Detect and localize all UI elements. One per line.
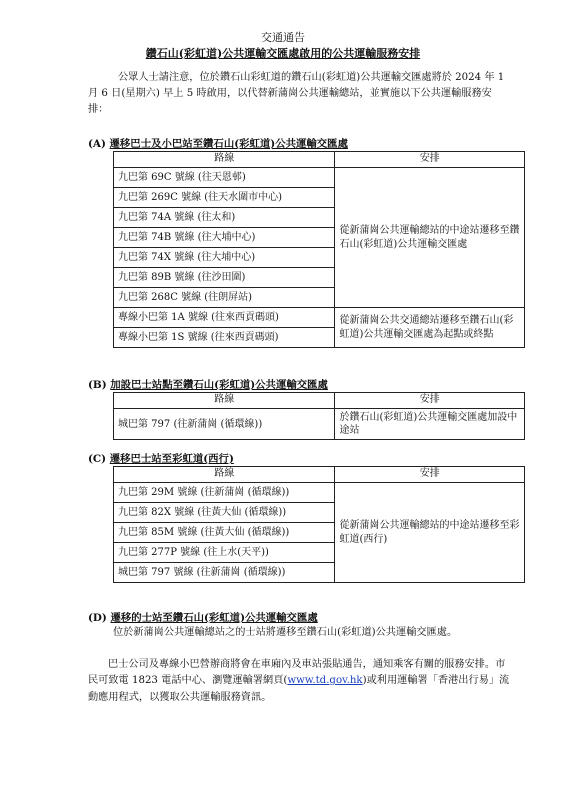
table-row bbox=[114, 409, 525, 440]
section-d-label: (D) bbox=[88, 612, 107, 624]
arrangement-cell: 從新蒲崗公共運輸總站的中途站遷移至鑽石山(彩虹道)公共運輸交匯處 bbox=[335, 168, 525, 308]
route-header: 路線 bbox=[114, 393, 335, 409]
route-cell: 九巴第 85M 號線 (往黃大仙 (循環線)) bbox=[114, 523, 335, 543]
table-header-row bbox=[114, 467, 525, 483]
closing-text-part1: 巴士公司及專線小巴營辦商將會在車廂內及車站張貼通告，通知乘客有關的服務安排。市民可致電 1823 電話中心、瀏覽運輸署網頁( bbox=[88, 659, 506, 687]
closing-text-part2: )或利用運輸署「香港出行易」流動應用程式，以獲取公共運輸服務資訊。 bbox=[88, 675, 510, 703]
route-cell: 九巴第 74A 號線 (往太和) bbox=[114, 208, 335, 228]
intro-paragraph: 公眾人士請注意，位於鑽石山彩虹道的鑽石山(彩虹道)公共運輸交匯處將於 2024 年 1 月 6 日(星期六) 早上 5 時啟用，以代替新蒲崗公共運輸總站，並實施以下公共運輸服務安排： bbox=[88, 72, 505, 115]
route-cell: 九巴第 268C 號線 (往朗屏站) bbox=[114, 288, 335, 308]
closing-paragraph bbox=[88, 657, 513, 706]
table-row bbox=[114, 168, 525, 188]
section-b-heading bbox=[88, 378, 328, 393]
arrangement-header: 安排 bbox=[335, 393, 525, 409]
arrangement-header: 安排 bbox=[335, 467, 525, 483]
table-header-row bbox=[114, 393, 525, 409]
arrangement-cell: 於鑽石山(彩虹道)公共運輸交匯處加設中途站 bbox=[335, 409, 525, 440]
td-website-link[interactable]: www.td.gov.hk bbox=[287, 675, 363, 687]
arrangement-cell: 從新蒲崗公共運輸總站的中途站遷移至彩虹道(西行) bbox=[335, 483, 525, 583]
route-cell: 九巴第 82X 號線 (往黃大仙 (循環線)) bbox=[114, 503, 335, 523]
section-a-title: 遷移巴士及小巴站至鑽石山(彩虹道)公共運輸交匯處 bbox=[109, 138, 348, 150]
section-b-label: (B) bbox=[88, 379, 107, 391]
route-cell: 九巴第 89B 號線 (往沙田圍) bbox=[114, 268, 335, 288]
route-cell: 九巴第 277P 號線 (往上水(天平)) bbox=[114, 543, 335, 563]
route-cell: 九巴第 69C 號線 (往天恩邨) bbox=[114, 168, 335, 188]
arrangement-header: 安排 bbox=[335, 152, 525, 168]
section-c-table bbox=[113, 466, 525, 583]
section-d-title: 遷移的士站至鑽石山(彩虹道)公共運輸交匯處 bbox=[110, 612, 318, 624]
route-header: 路線 bbox=[114, 467, 335, 483]
route-cell: 專線小巴第 1S 號線 (往來西貢碼頭) bbox=[114, 328, 335, 348]
section-c-heading bbox=[88, 452, 234, 467]
section-c-title: 遷移巴士站至彩虹道(西行) bbox=[109, 453, 234, 465]
route-cell: 九巴第 29M 號線 (往新蒲崗 (循環線)) bbox=[114, 483, 335, 503]
notice-subtitle: 鑽石山(彩虹道)公共運輸交匯處啟用的公共運輸服務安排 bbox=[145, 47, 421, 60]
section-b-title: 加設巴士站點至鑽石山(彩虹道)公共運輸交匯處 bbox=[110, 379, 328, 391]
table-header-row bbox=[114, 152, 525, 168]
route-cell: 城巴第 797 號線 (往新蒲崗 (循環線)) bbox=[114, 563, 335, 583]
route-header: 路線 bbox=[114, 152, 335, 168]
section-a-table bbox=[113, 151, 525, 348]
arrangement-cell: 從新蒲崗公共交通總站遷移至鑽石山(彩虹道)公共運輸交匯處為起點或終點 bbox=[335, 308, 525, 348]
route-cell: 專線小巴第 1A 號線 (往來西貢碼頭) bbox=[114, 308, 335, 328]
section-b-table bbox=[113, 392, 525, 440]
route-cell: 九巴第 74X 號線 (往大埔中心) bbox=[114, 248, 335, 268]
section-a-label: (A) bbox=[88, 138, 106, 150]
section-d-text: 位於新蒲崗公共運輸總站之的士站將遷移至鑽石山(彩虹道)公共運輸交匯處。 bbox=[113, 627, 458, 638]
section-d-heading bbox=[88, 611, 318, 626]
table-row bbox=[114, 308, 525, 328]
route-cell: 城巴第 797 (往新蒲崗 (循環線)) bbox=[114, 409, 335, 440]
section-c-label: (C) bbox=[88, 453, 107, 465]
route-cell: 九巴第 269C 號線 (往天水圍市中心) bbox=[114, 188, 335, 208]
section-a-heading bbox=[88, 137, 348, 152]
notice-title: 交通通告 bbox=[261, 31, 305, 44]
table-row bbox=[114, 483, 525, 503]
route-cell: 九巴第 74B 號線 (往大埔中心) bbox=[114, 228, 335, 248]
